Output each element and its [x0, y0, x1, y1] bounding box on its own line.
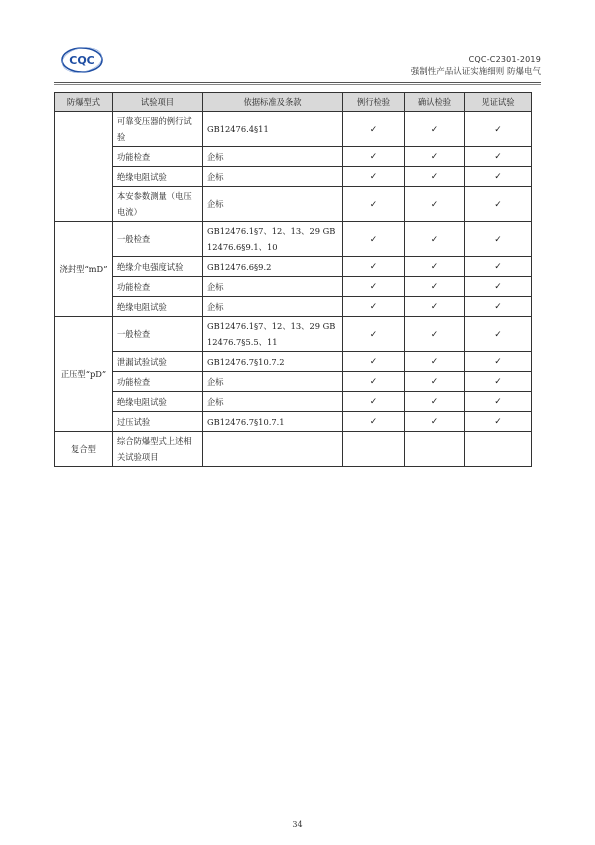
checkmark-icon: ✓ — [430, 199, 439, 210]
routine-check-cell — [343, 187, 405, 222]
svg-text:CQC: CQC — [69, 54, 95, 67]
protection-type-cell: 浇封型“mD” — [55, 222, 113, 317]
page-header — [411, 54, 541, 78]
header-divider-thin — [54, 84, 541, 85]
checkmark-icon: ✓ — [494, 397, 502, 407]
routine-check-cell — [343, 372, 405, 392]
witness-check-cell — [465, 372, 532, 392]
routine-check-cell — [343, 392, 405, 412]
routine-check-cell — [343, 352, 405, 372]
checkmark-icon: ✓ — [430, 282, 439, 292]
test-item-cell: 本安参数测量（电压电流） — [113, 187, 203, 222]
witness-check-cell — [465, 277, 532, 297]
checkmark-icon: ✓ — [369, 282, 378, 292]
table-row — [55, 352, 532, 372]
test-item-cell: 过压试验 — [113, 412, 203, 432]
checkmark-icon: ✓ — [430, 302, 439, 312]
standard-clause-cell: GB12476.1§7、12、13、29 GB12476.7§5.5、11 — [203, 317, 343, 352]
checkmark-icon: ✓ — [494, 152, 502, 162]
test-item-cell: 绝缘电阻试验 — [113, 167, 203, 187]
checkmark-icon: ✓ — [369, 234, 378, 245]
confirm-check-cell — [405, 372, 465, 392]
checkmark-icon: ✓ — [430, 152, 439, 162]
checkmark-icon: ✓ — [430, 417, 439, 427]
checkmark-icon: ✓ — [494, 282, 502, 292]
checkmark-icon: ✓ — [369, 377, 378, 387]
witness-check-cell — [465, 187, 532, 222]
test-item-cell: 泄漏试验试验 — [113, 352, 203, 372]
standard-clause-cell: 企标 — [203, 277, 343, 297]
checkmark-icon: ✓ — [430, 172, 439, 182]
routine-check-cell — [343, 412, 405, 432]
checkmark-icon: ✓ — [369, 262, 378, 272]
checkmark-icon: ✓ — [494, 234, 502, 245]
document-title: 强制性产品认证实施细则 防爆电气 — [410, 67, 541, 77]
witness-check-cell — [465, 222, 532, 257]
checkmark-icon: ✓ — [369, 172, 378, 182]
checkmark-icon: ✓ — [369, 124, 378, 135]
test-item-cell: 一般检查 — [113, 317, 203, 352]
standard-clause-cell: 企标 — [203, 297, 343, 317]
test-item-cell: 功能检查 — [113, 147, 203, 167]
checkmark-icon: ✓ — [494, 124, 502, 135]
standard-clause-cell: 企标 — [203, 187, 343, 222]
witness-check-cell — [465, 167, 532, 187]
table-row — [55, 257, 532, 277]
standard-clause-cell: GB12476.4§11 — [203, 112, 343, 147]
test-item-cell: 绝缘介电强度试验 — [113, 257, 203, 277]
table-row — [55, 167, 532, 187]
protection-type-cell: 复合型 — [55, 432, 113, 467]
checkmark-icon: ✓ — [369, 417, 378, 427]
checkmark-icon: ✓ — [369, 199, 378, 210]
test-item-cell: 绝缘电阻试验 — [113, 392, 203, 412]
routine-check-cell — [343, 167, 405, 187]
table-row — [55, 222, 532, 257]
col-header-routine: 例行检验 — [343, 93, 405, 112]
witness-check-cell — [465, 257, 532, 277]
document-code: CQC-C2301-2019 — [468, 55, 541, 64]
col-header-standard: 依据标准及条款 — [203, 93, 343, 112]
checkmark-icon: ✓ — [430, 124, 439, 135]
table-row — [55, 372, 532, 392]
table-row — [55, 277, 532, 297]
test-item-cell: 功能检查 — [113, 277, 203, 297]
test-item-cell: 绝缘电阻试验 — [113, 297, 203, 317]
checkmark-icon: ✓ — [494, 262, 502, 272]
checkmark-icon: ✓ — [430, 357, 439, 367]
checkmark-icon: ✓ — [369, 152, 378, 162]
table-row — [55, 297, 532, 317]
routine-check-cell — [343, 112, 405, 147]
witness-check-cell — [465, 317, 532, 352]
confirm-check-cell — [405, 317, 465, 352]
test-item-cell: 综合防爆型式上述相关试验项目 — [113, 432, 203, 467]
col-header-item: 试验项目 — [113, 93, 203, 112]
confirm-check-cell — [405, 392, 465, 412]
table-row — [55, 317, 532, 352]
confirm-check-cell — [405, 412, 465, 432]
checkmark-icon: ✓ — [430, 397, 439, 407]
confirm-check-cell — [405, 257, 465, 277]
routine-check-cell — [343, 222, 405, 257]
routine-check-cell — [343, 317, 405, 352]
table-body — [55, 112, 532, 467]
routine-check-cell — [343, 277, 405, 297]
table-row — [55, 187, 532, 222]
standard-clause-cell — [203, 432, 343, 467]
witness-check-cell — [465, 412, 532, 432]
confirm-check-cell — [405, 222, 465, 257]
confirm-check-cell — [405, 112, 465, 147]
test-item-cell: 功能检查 — [113, 372, 203, 392]
witness-check-cell — [465, 432, 532, 467]
cqc-logo-icon — [60, 46, 104, 74]
confirm-check-cell — [405, 277, 465, 297]
table-header-row — [55, 93, 532, 112]
standard-clause-cell: 企标 — [203, 372, 343, 392]
routine-check-cell — [343, 432, 405, 467]
checkmark-icon: ✓ — [494, 329, 502, 340]
checkmark-icon: ✓ — [494, 377, 502, 387]
test-item-cell: 一般检查 — [113, 222, 203, 257]
confirm-check-cell — [405, 352, 465, 372]
header-divider — [54, 82, 541, 83]
checkmark-icon: ✓ — [430, 262, 439, 272]
col-header-confirm: 确认检验 — [405, 93, 465, 112]
checkmark-icon: ✓ — [430, 377, 439, 387]
standard-clause-cell: 企标 — [203, 167, 343, 187]
checkmark-icon: ✓ — [369, 357, 378, 367]
checkmark-icon: ✓ — [430, 234, 439, 245]
routine-check-cell — [343, 147, 405, 167]
page-number: 34 — [292, 820, 303, 829]
table-row — [55, 147, 532, 167]
col-header-witness: 见证试验 — [465, 93, 532, 112]
witness-check-cell — [465, 112, 532, 147]
checkmark-icon: ✓ — [430, 329, 439, 340]
confirm-check-cell — [405, 147, 465, 167]
checkmark-icon: ✓ — [494, 357, 502, 367]
checkmark-icon: ✓ — [494, 172, 502, 182]
checkmark-icon: ✓ — [369, 302, 378, 312]
test-item-cell: 可靠变压器的例行试验 — [113, 112, 203, 147]
witness-check-cell — [465, 352, 532, 372]
witness-check-cell — [465, 297, 532, 317]
standard-clause-cell: GB12476.7§10.7.2 — [203, 352, 343, 372]
protection-type-cell: 正压型“pD” — [55, 317, 113, 432]
witness-check-cell — [465, 147, 532, 167]
checkmark-icon: ✓ — [494, 302, 502, 312]
standard-clause-cell: 企标 — [203, 147, 343, 167]
test-items-table — [54, 92, 532, 467]
checkmark-icon: ✓ — [494, 199, 502, 210]
col-header-type: 防爆型式 — [55, 93, 113, 112]
confirm-check-cell — [405, 432, 465, 467]
confirm-check-cell — [405, 167, 465, 187]
standard-clause-cell: GB12476.6§9.2 — [203, 257, 343, 277]
standard-clause-cell: GB12476.1§7、12、13、29 GB12476.6§9.1、10 — [203, 222, 343, 257]
routine-check-cell — [343, 257, 405, 277]
protection-type-cell — [55, 112, 113, 222]
table-row — [55, 432, 532, 467]
standard-clause-cell: 企标 — [203, 392, 343, 412]
confirm-check-cell — [405, 187, 465, 222]
checkmark-icon: ✓ — [369, 329, 378, 340]
table-row — [55, 412, 532, 432]
routine-check-cell — [343, 297, 405, 317]
witness-check-cell — [465, 392, 532, 412]
standard-clause-cell: GB12476.7§10.7.1 — [203, 412, 343, 432]
checkmark-icon: ✓ — [369, 397, 378, 407]
table-row — [55, 112, 532, 147]
confirm-check-cell — [405, 297, 465, 317]
table-row — [55, 392, 532, 412]
checkmark-icon: ✓ — [494, 417, 502, 427]
